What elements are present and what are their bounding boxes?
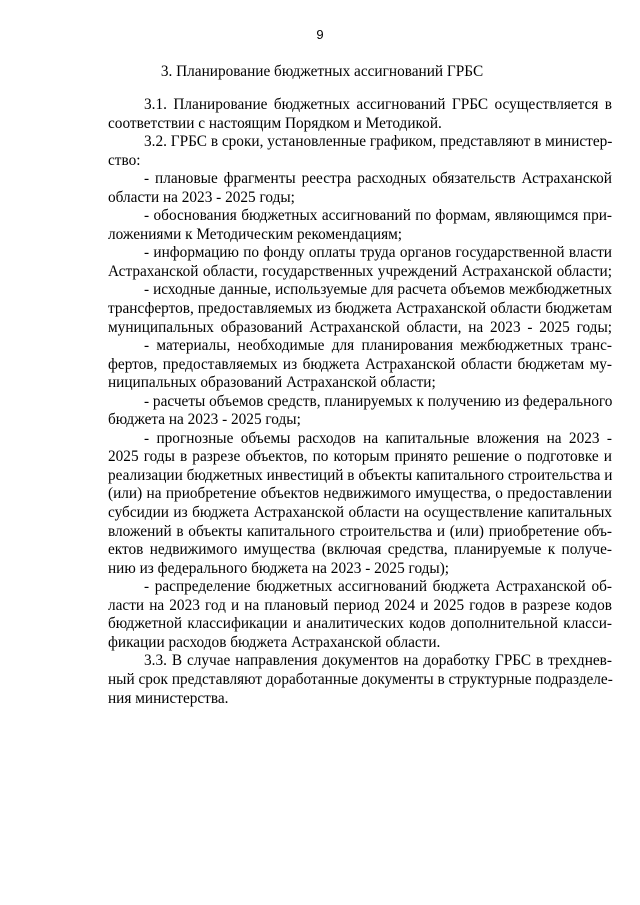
text-line: нию из федерального бюджета на 2023 - 2025 годы); bbox=[108, 559, 450, 577]
text-line: Астраханской области, государственных учреждений Астраханской области; bbox=[108, 262, 612, 280]
text-line: бюджетной классификации и аналитических кодов дополнительной класси- bbox=[108, 615, 612, 633]
text-line: 3.2. ГРБС в сроки, установленные графиком, представляют в министер- bbox=[144, 133, 613, 151]
text-line: муниципальных образований Астраханской области, на 2023 - 2025 годы; bbox=[108, 318, 612, 336]
text-line: субсидии из бюджета Астраханской области на осуществление капитальных bbox=[108, 504, 612, 522]
text-line: - информацию по фонду оплаты труда органов государственной власти bbox=[144, 244, 612, 262]
text-line: ложениями к Методическим рекомендациям; bbox=[108, 225, 403, 243]
text-line: 2025 годы в разрезе объектов, по которым принято решение о подготовке и bbox=[108, 448, 612, 466]
text-line: ниципальных образований Астраханской области; bbox=[108, 374, 436, 392]
text-line: 3.3. В случае направления документов на доработку ГРБС в трехднев- bbox=[144, 652, 612, 670]
text-line: - обоснования бюджетных ассигнований по формам, являющимся при- bbox=[144, 207, 612, 225]
text-line: области на 2023 - 2025 годы; bbox=[108, 188, 295, 206]
text-line: бюджета на 2023 - 2025 годы; bbox=[108, 411, 301, 429]
text-line: 3.1. Планирование бюджетных ассигнований ГРБС осуществляется в bbox=[144, 96, 612, 113]
document-body bbox=[108, 96, 612, 708]
text-line: - прогнозные объемы расходов на капитальные вложения на 2023 - bbox=[144, 429, 612, 447]
text-line: ласти на 2023 год и на плановый период 2024 и 2025 годов в разрезе кодов bbox=[108, 596, 612, 614]
section-title: 3. Планирование бюджетных ассигнований ГРБС bbox=[160, 63, 484, 80]
text-line: ектов недвижимого имущества (включая средства, планируемые к получе- bbox=[108, 541, 612, 559]
text-line: - распределение бюджетных ассигнований бюджета Астраханской об- bbox=[144, 578, 612, 596]
text-line: (или) на приобретение объектов недвижимого имущества, о предоставлении bbox=[108, 485, 612, 503]
text-line: - расчеты объемов средств, планируемых к получению из федерального bbox=[144, 392, 613, 410]
text-line: ство: bbox=[108, 151, 141, 169]
text-line: ния министерства. bbox=[108, 689, 229, 707]
text-line: вложений в объекты капитального строительства и (или) приобретение объ- bbox=[108, 522, 612, 540]
text-line: ный срок представляют доработанные документы в структурные подразделе- bbox=[108, 670, 613, 688]
text-line: реализации бюджетных инвестиций в объекты капитального строительства и bbox=[108, 466, 613, 484]
text-line: трансфертов, предоставляемых из бюджета Астраханской области бюджетам bbox=[108, 300, 612, 318]
text-line: - плановые фрагменты реестра расходных обязательств Астраханской bbox=[144, 170, 612, 188]
text-line: соответствии с настоящим Порядком и Методикой. bbox=[108, 114, 442, 132]
text-line: фертов, предоставляемых из бюджета Астраханской области бюджетам му- bbox=[108, 355, 612, 373]
text-line: фикации расходов бюджета Астраханской области. bbox=[108, 633, 441, 651]
text-line: - исходные данные, используемые для расчета объемов межбюджетных bbox=[144, 281, 612, 299]
text-line: - материалы, необходимые для планирования межбюджетных транс- bbox=[144, 337, 612, 355]
page-number: 9 bbox=[316, 27, 324, 42]
